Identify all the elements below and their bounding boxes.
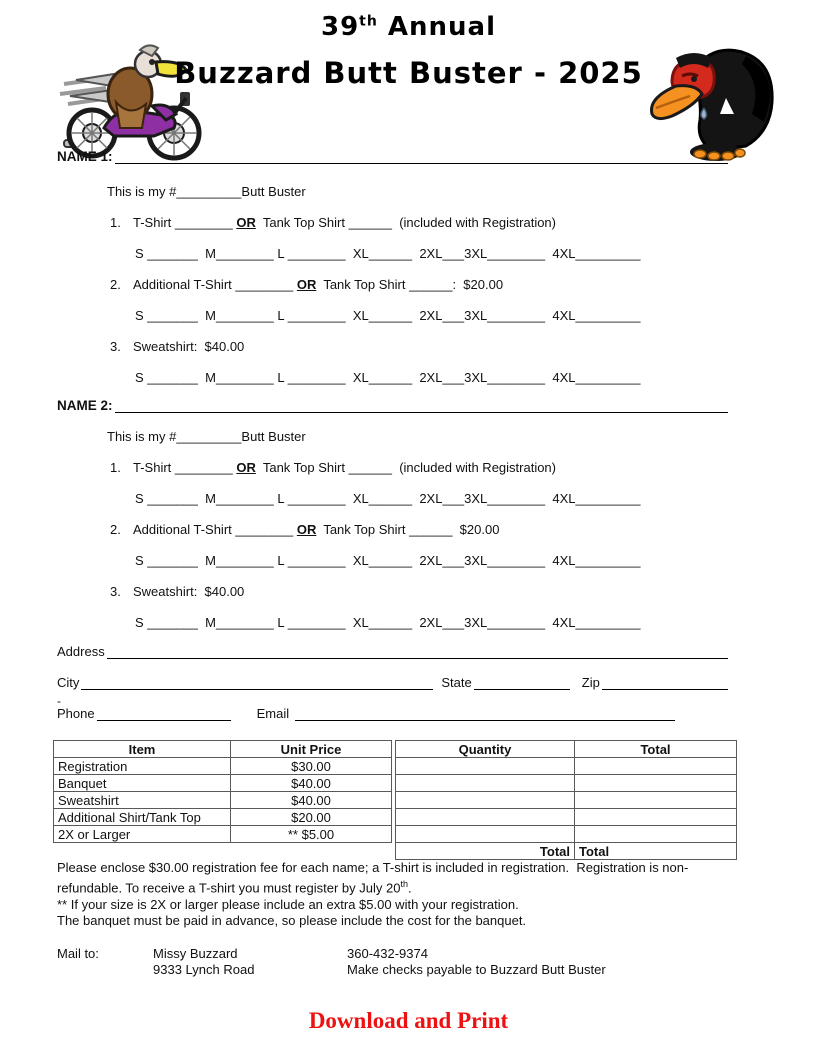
quantity-cell: [396, 826, 575, 843]
address-label: Address: [57, 644, 105, 659]
total-cell: [575, 792, 737, 809]
table-row: Banquet $40.00: [54, 775, 392, 792]
table-row: [396, 809, 737, 826]
table-row: Sweatshirt $40.00: [54, 792, 392, 809]
item-header: Item: [54, 741, 231, 758]
name2-item3-sizes: S _______ M________ L ________ XL______ 2XL___3XL________ 4XL_________: [135, 615, 641, 630]
name1-item3-sweatshirt: 3. Sweatshirt: $40.00: [110, 339, 245, 354]
quantity-header: Quantity: [396, 741, 575, 758]
unit-price-header: Unit Price: [231, 741, 392, 758]
phone-email-row: [57, 703, 728, 721]
address-blank-line: [107, 643, 728, 659]
name1-label: NAME 1:: [57, 149, 113, 164]
table-header-row: [396, 741, 737, 758]
name2-item2-additional-tshirt: 2. Additional T-Shirt ________ OR Tank Top Shirt ______ $20.00: [110, 522, 500, 537]
name2-blank-line: [115, 397, 728, 413]
note-line-2: refundable. To receive a T-shirt you must register by July 20th.: [57, 879, 412, 896]
order-table-totals: [395, 740, 737, 860]
title-line-2: Buzzard Butt Buster - 2025: [174, 56, 643, 90]
total-cell: [575, 758, 737, 775]
name2-item1-sizes: S _______ M________ L ________ XL______ 2XL___3XL________ 4XL_________: [135, 491, 641, 506]
zip-label: Zip: [581, 675, 600, 690]
name1-item3-sizes: S _______ M________ L ________ XL______ 2XL___3XL________ 4XL_________: [135, 370, 641, 385]
name2-butt-buster-count: This is my #_________Butt Buster: [107, 429, 306, 444]
name2-label: NAME 2:: [57, 398, 113, 413]
table-row: [396, 758, 737, 775]
table-row: 2X or Larger ** $5.00: [54, 826, 392, 843]
name1-row: [57, 146, 728, 164]
table-row: Additional Shirt/Tank Top $20.00: [54, 809, 392, 826]
name2-row: [57, 395, 728, 413]
total-cell: [575, 775, 737, 792]
mail-street: 9333 Lynch Road: [153, 962, 255, 977]
name1-item2-sizes: S _______ M________ L ________ XL______ 2XL___3XL________ 4XL_________: [135, 308, 641, 323]
quantity-cell: [396, 775, 575, 792]
name1-butt-buster-count: This is my #_________Butt Buster: [107, 184, 306, 199]
form-title: [0, 12, 817, 90]
name2-item1-tshirt: 1. T-Shirt ________ OR Tank Top Shirt ______ (included with Registration): [110, 460, 556, 475]
name2-item3-sweatshirt: 3. Sweatshirt: $40.00: [110, 584, 245, 599]
table-total-row: [396, 843, 737, 860]
note-line-4: The banquet must be paid in advance, so please include the cost for the banquet.: [57, 913, 527, 929]
name1-item2-additional-tshirt: 2. Additional T-Shirt ________ OR Tank Top Shirt ______: $20.00: [110, 277, 504, 292]
note-line-1: Please enclose $30.00 registration fee for each name; a T-shirt is included in registration. Registration is non-: [57, 860, 689, 875]
table-row: [396, 792, 737, 809]
checks-payable-note: Make checks payable to Buzzard Butt Buster: [347, 962, 606, 977]
email-label: Email: [256, 706, 293, 721]
phone-blank-line: [97, 705, 231, 721]
zip-blank-line: [602, 674, 728, 690]
name2-item2-sizes: S _______ M________ L ________ XL______ 2XL___3XL________ 4XL_________: [135, 553, 641, 568]
registration-notes: [57, 860, 757, 930]
state-blank-line: [474, 674, 570, 690]
grand-total-label: Total: [575, 843, 737, 860]
title-line-1: 39th Annual: [320, 12, 497, 42]
name1-blank-line: [115, 148, 728, 164]
mail-name: Missy Buzzard: [153, 946, 238, 961]
quantity-cell: [396, 809, 575, 826]
city-label: City: [57, 675, 80, 690]
quantity-cell: [396, 758, 575, 775]
table-row: Registration $30.00: [54, 758, 392, 775]
address-row: [57, 641, 728, 659]
total-header: Total: [575, 741, 737, 758]
city-state-zip-row: [57, 672, 728, 690]
name1-item1-sizes: S _______ M________ L ________ XL______ 2XL___3XL________ 4XL_________: [135, 246, 641, 261]
table-header-row: [54, 741, 392, 758]
note-line-3: ** If your size is 2X or larger please include an extra $5.00 with your registration.: [57, 896, 519, 912]
mail-phone: 360-432-9374: [347, 946, 428, 961]
email-blank-line: [295, 705, 675, 721]
download-and-print-link[interactable]: Download and Print: [308, 1008, 509, 1033]
quantity-total-label: Total: [396, 843, 575, 860]
stray-dash: -: [57, 694, 61, 708]
order-table-items: [53, 740, 392, 843]
phone-label: Phone: [57, 706, 95, 721]
table-row: [396, 826, 737, 843]
mail-to-block: [57, 946, 606, 978]
table-row: [396, 775, 737, 792]
state-label: State: [441, 675, 472, 690]
quantity-cell: [396, 792, 575, 809]
city-blank-line: [81, 674, 433, 690]
total-cell: [575, 826, 737, 843]
total-cell: [575, 809, 737, 826]
name1-item1-tshirt: 1. T-Shirt ________ OR Tank Top Shirt ______ (included with Registration): [110, 215, 556, 230]
mail-to-label: Mail to:: [57, 946, 99, 961]
